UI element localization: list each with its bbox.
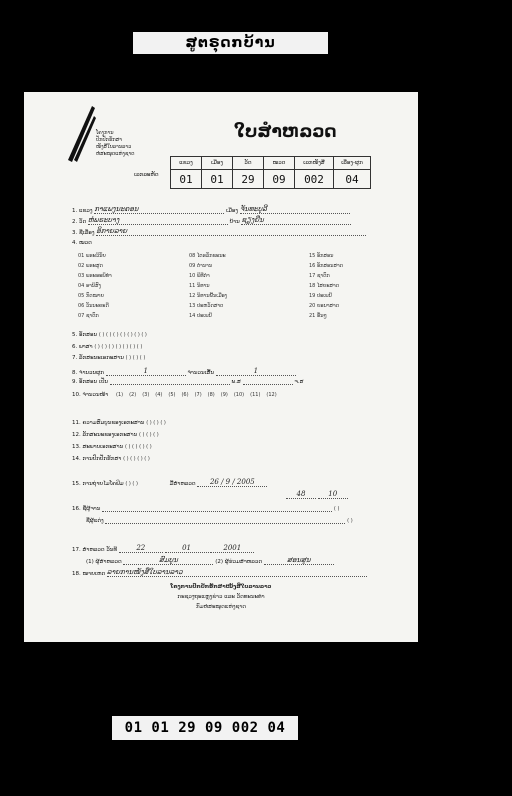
district-value: ຈັນທະບູລີ <box>240 205 350 214</box>
category-option[interactable]: 19 ປະເພນີ <box>309 293 332 299</box>
category-option[interactable]: 18 ໄສຍະສາດ <box>309 283 340 289</box>
category-option[interactable]: 05 ກົດໝາຍ <box>78 293 104 299</box>
page-number: (6) <box>181 392 189 398</box>
field-category: 4. ໝວດ <box>72 240 92 246</box>
row-survey-date: 17. ສຳຫລວດ ວັນທີ 22 01 2001 <box>72 544 254 553</box>
row-microfilm-ids <box>286 490 348 499</box>
row-microfilm: 15. ການຖ່າຍໄມໂຄຟິມ ( ) ( ) ມື້ສຳຫລວດ 26 / 9 / 2005 <box>72 478 267 487</box>
category-option[interactable]: 13 ປະຫວັດສາດ <box>189 303 224 309</box>
page-number-list <box>110 392 277 398</box>
form-title: ໃບສຳຫລວດ <box>234 122 337 142</box>
organization-block <box>96 130 135 158</box>
province-value: ກາແພງນະຄອນ <box>94 205 224 214</box>
code-value: 01 <box>202 170 233 189</box>
row-page-count: 10. ຈຳນວນໜ້າ (1) (2) (3) (4) (5) (6) (7) (8) (9) (10) (11) (12) <box>72 392 277 398</box>
code-value: 09 <box>264 170 295 189</box>
frame-number: 10 <box>318 490 348 499</box>
survey-year: 2001 <box>210 544 254 553</box>
page-number: (5) <box>168 392 176 398</box>
category-option[interactable]: 04 ອານິສົງ <box>78 283 102 289</box>
code-header: ເມືອງ <box>202 157 233 170</box>
org-line-4: ຫໍສະໝຸດແຫ່ງຊາດ <box>96 151 135 157</box>
row-era: 9. ອັກສອນ ເປັນ ພ.ສ ຈ.ສ <box>72 379 304 385</box>
bundle-count-value: 1 <box>106 367 186 376</box>
category-option[interactable]: 02 ພຣະສູດ <box>78 263 103 269</box>
code-header: ແຂວງ <box>171 157 202 170</box>
category-option[interactable]: 14 ປະເພນີ <box>189 313 212 319</box>
code-label: ເລກລະຫັດ <box>134 172 159 178</box>
survey-month: 01 <box>165 544 209 553</box>
page-number: (4) <box>155 392 163 398</box>
code-header: ເລື່ອງ-ຜູກ <box>334 157 371 170</box>
code-value: 29 <box>233 170 264 189</box>
page-number: (10) <box>233 392 245 398</box>
row-author: ຊື່ຜູ້ແຕ່ງ ( ) <box>86 518 353 524</box>
code-value: 002 <box>295 170 334 189</box>
remarks-value: ລາຍການໜັງສືໃບລານລາວ <box>107 568 367 577</box>
temple-value: ຫໍພຣະບາງ <box>88 216 228 225</box>
surveyor-2: ສອນສູນ <box>264 556 334 565</box>
page-number: (12) <box>266 392 277 398</box>
field-temple: 2. ວັດ ຫໍພຣະບາງ ບ້ານ ຊຽງຍືນ <box>72 216 351 225</box>
microfilm-date: 26 / 9 / 2005 <box>197 478 267 487</box>
category-option[interactable]: 01 ພຣະວິນັຍ <box>78 253 106 259</box>
category-option[interactable]: 15 ອັກສອນ <box>309 253 334 259</box>
film-number: 48 <box>286 490 316 499</box>
header-label: ສູຕຣຸດກບ້ານ <box>133 32 328 54</box>
code-value: 04 <box>334 170 371 189</box>
footer-line-3: ກົມຫໍສະໝຸດແຫ່ງຊາດ <box>196 604 246 610</box>
category-option[interactable]: 03 ພຣະອະພິທຳ <box>78 273 112 279</box>
category-option[interactable]: 10 ພິທີກຳ <box>189 273 210 279</box>
category-option[interactable]: 17 ຊາດົກ <box>309 273 330 279</box>
page-number: (7) <box>194 392 202 398</box>
footer-line-1: ໂຄງການປົກປັກຮັກສາໜັງສືໃບລານລາວ <box>170 584 272 590</box>
footer-line-2: ກະຊວງຖະແຫຼງຂ່າວ ແລະ ວັດທະນະທຳ <box>177 594 265 600</box>
page-number: (11) <box>250 392 261 398</box>
code-header: ເລກໜັງສື <box>295 157 334 170</box>
row-doc-type: 7. ລັກສະນະເອກະສານ ( ) ( ) ( ) <box>72 355 146 361</box>
category-option[interactable]: 09 ຕຳນານ <box>189 263 213 269</box>
page-number: (9) <box>220 392 228 398</box>
row-surveyors: (1) ຜູ້ສຳຫລວດ ສົມບູນ (2) ຜູ້ຮ່ວມສຳຫລວດ ສອນສູນ <box>86 556 334 565</box>
ribbon-logo-icon <box>66 102 96 162</box>
bottom-code-label: 01 01 29 09 002 04 <box>112 716 298 740</box>
story-title-value: ອິກາຍລາຍ <box>96 227 366 236</box>
page-number: (2) <box>129 392 137 398</box>
survey-form-sheet <box>24 92 418 642</box>
row-language: 6. ພາສາ ( ) ( ) ( ) ( ) ( ) ( ) ( ) <box>72 344 143 350</box>
category-option[interactable]: 16 ອັກສອນສາດ <box>309 263 343 269</box>
code-header: ໝວດ <box>264 157 295 170</box>
org-line-2: ປັກປັກຮັກສາ <box>96 137 122 143</box>
row-scribe: 16. ຊື່ຜູ້ຈານ ( ) <box>72 506 340 512</box>
row-completeness: 11. ຄວາມສົມບູນຂອງເອກະສານ ( ) ( ) ( ) <box>72 420 166 426</box>
code-header: ວັດ <box>233 157 264 170</box>
page-number: (3) <box>142 392 150 398</box>
category-option[interactable]: 12 ນິທານພື້ນເມືອງ <box>189 293 228 299</box>
surveyor-1: ສົມບູນ <box>123 556 213 565</box>
category-option[interactable]: 07 ຊາດົກ <box>78 313 99 319</box>
row-condition: 13. ສະພາບເອກະສານ ( ) ( ) ( ) ( ) <box>72 444 152 450</box>
line-count-value: 1 <box>216 367 296 376</box>
field-story-title: 3. ຊື່ເລື່ອງ ອິກາຍລາຍ <box>72 227 366 236</box>
page-number: (1) <box>116 392 124 398</box>
row-preservation: 14. ການປົກປັກຮັກສາ ( ) ( ) ( ) ( ) <box>72 456 150 462</box>
field-province: 1. ແຂວງ ກາແພງນະຄອນ ເມືອງ ຈັນທະບູລີ <box>72 205 350 214</box>
row-remarks: 18. ໝາຍເຫດ ລາຍການໜັງສືໃບລານລາວ <box>72 568 367 577</box>
category-option[interactable]: 21 ອື່ນໆ <box>309 313 327 319</box>
code-table <box>170 156 371 189</box>
category-option[interactable]: 06 ວັນນະຄະດີ <box>78 303 109 309</box>
page-number: (8) <box>207 392 215 398</box>
category-option[interactable]: 20 ຍອນາສາດ <box>309 303 340 309</box>
row-bundle-count: 8. ຈຳນວນຜູກ 1 ຈຳນວນເສັ້ນ 1 <box>72 367 296 376</box>
survey-day: 22 <box>119 544 163 553</box>
category-option[interactable]: 11 ນິທານ <box>189 283 210 289</box>
org-line-3: ໜັງສືໃບລານລາວ <box>96 144 132 150</box>
row-script: 5. ອັກສອນ ( ) ( ) ( ) ( ) ( ) ( ) ( ) <box>72 332 147 338</box>
row-characteristics: 12. ລັກສະນະຂອງເອກະສານ ( ) ( ) ( ) <box>72 432 159 438</box>
org-line-1: ໂຄງການ <box>96 130 114 136</box>
category-option[interactable]: 08 ໄຕຣລັກຂະນະ <box>189 253 226 259</box>
code-value: 01 <box>171 170 202 189</box>
village-value: ຊຽງຍືນ <box>241 216 351 225</box>
